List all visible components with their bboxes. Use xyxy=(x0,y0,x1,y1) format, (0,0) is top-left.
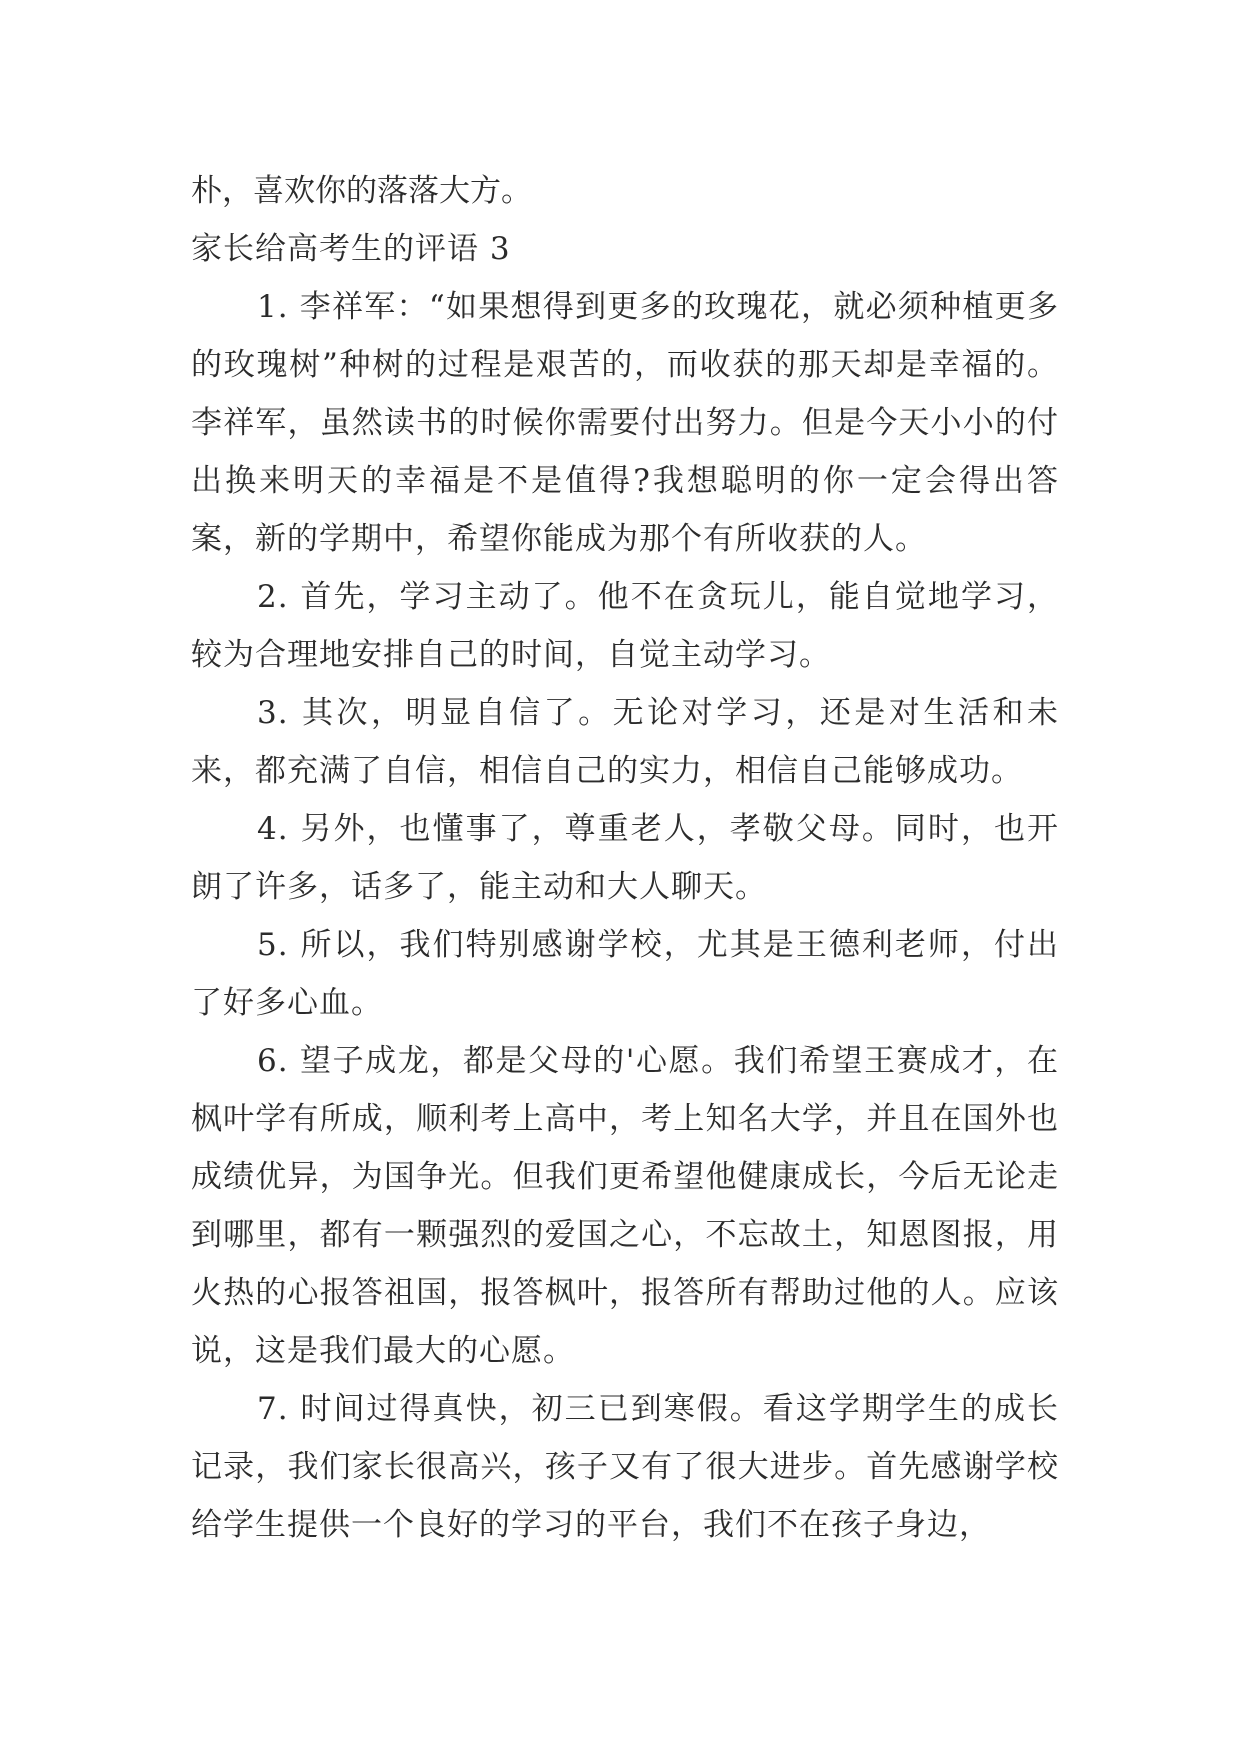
paragraph-1: 1. 李祥军：“如果想得到更多的玫瑰花，就必须种植更多的玫瑰树”种树的过程是艰苦的，而收获的那天却是幸福的。李祥军，虽然读书的时候你需要付出努力。但是今天小小的付出换来明天的幸福是不是值得?我想聪明的你一定会得出答案，新的学期中，希望你能成为那个有所收获的人。 xyxy=(191,289,1059,557)
paragraph-6: 6. 望子成龙，都是父母的'心愿。我们希望王赛成才，在枫叶学有所成，顺利考上高中，考上知名大学，并且在国外也成绩优异，为国争光。但我们更希望他健康成长，今后无论走到哪里，都有一颗强烈的爱国之心，不忘故土，知恩图报，用火热的心报答祖国，报答枫叶，报答所有帮助过他的人。应该说，这是我们最大的心愿。 xyxy=(191,1043,1059,1369)
continuation-line: 朴，喜欢你的落落大方。 xyxy=(191,173,532,209)
paragraph-7: 7. 时间过得真快，初三已到寒假。看这学期学生的成长记录，我们家长很高兴，孩子又有了很大进步。首先感谢学校给学生提供一个良好的学习的平台，我们不在孩子身边， xyxy=(191,1391,1059,1543)
document-body xyxy=(191,162,1059,1554)
paragraph-3: 3. 其次，明显自信了。无论对学习，还是对生活和未来，都充满了自信，相信自己的实力，相信自己能够成功。 xyxy=(191,695,1059,789)
paragraph-5: 5. 所以，我们特别感谢学校，尤其是王德利老师，付出了好多心血。 xyxy=(191,927,1059,1021)
section-heading: 家长给高考生的评语 3 xyxy=(191,231,511,267)
paragraph-2: 2. 首先，学习主动了。他不在贪玩儿，能自觉地学习，较为合理地安排自己的时间，自觉主动学习。 xyxy=(191,579,1059,673)
paragraph-4: 4. 另外，也懂事了，尊重老人，孝敬父母。同时，也开朗了许多，话多了，能主动和大人聊天。 xyxy=(191,811,1059,905)
